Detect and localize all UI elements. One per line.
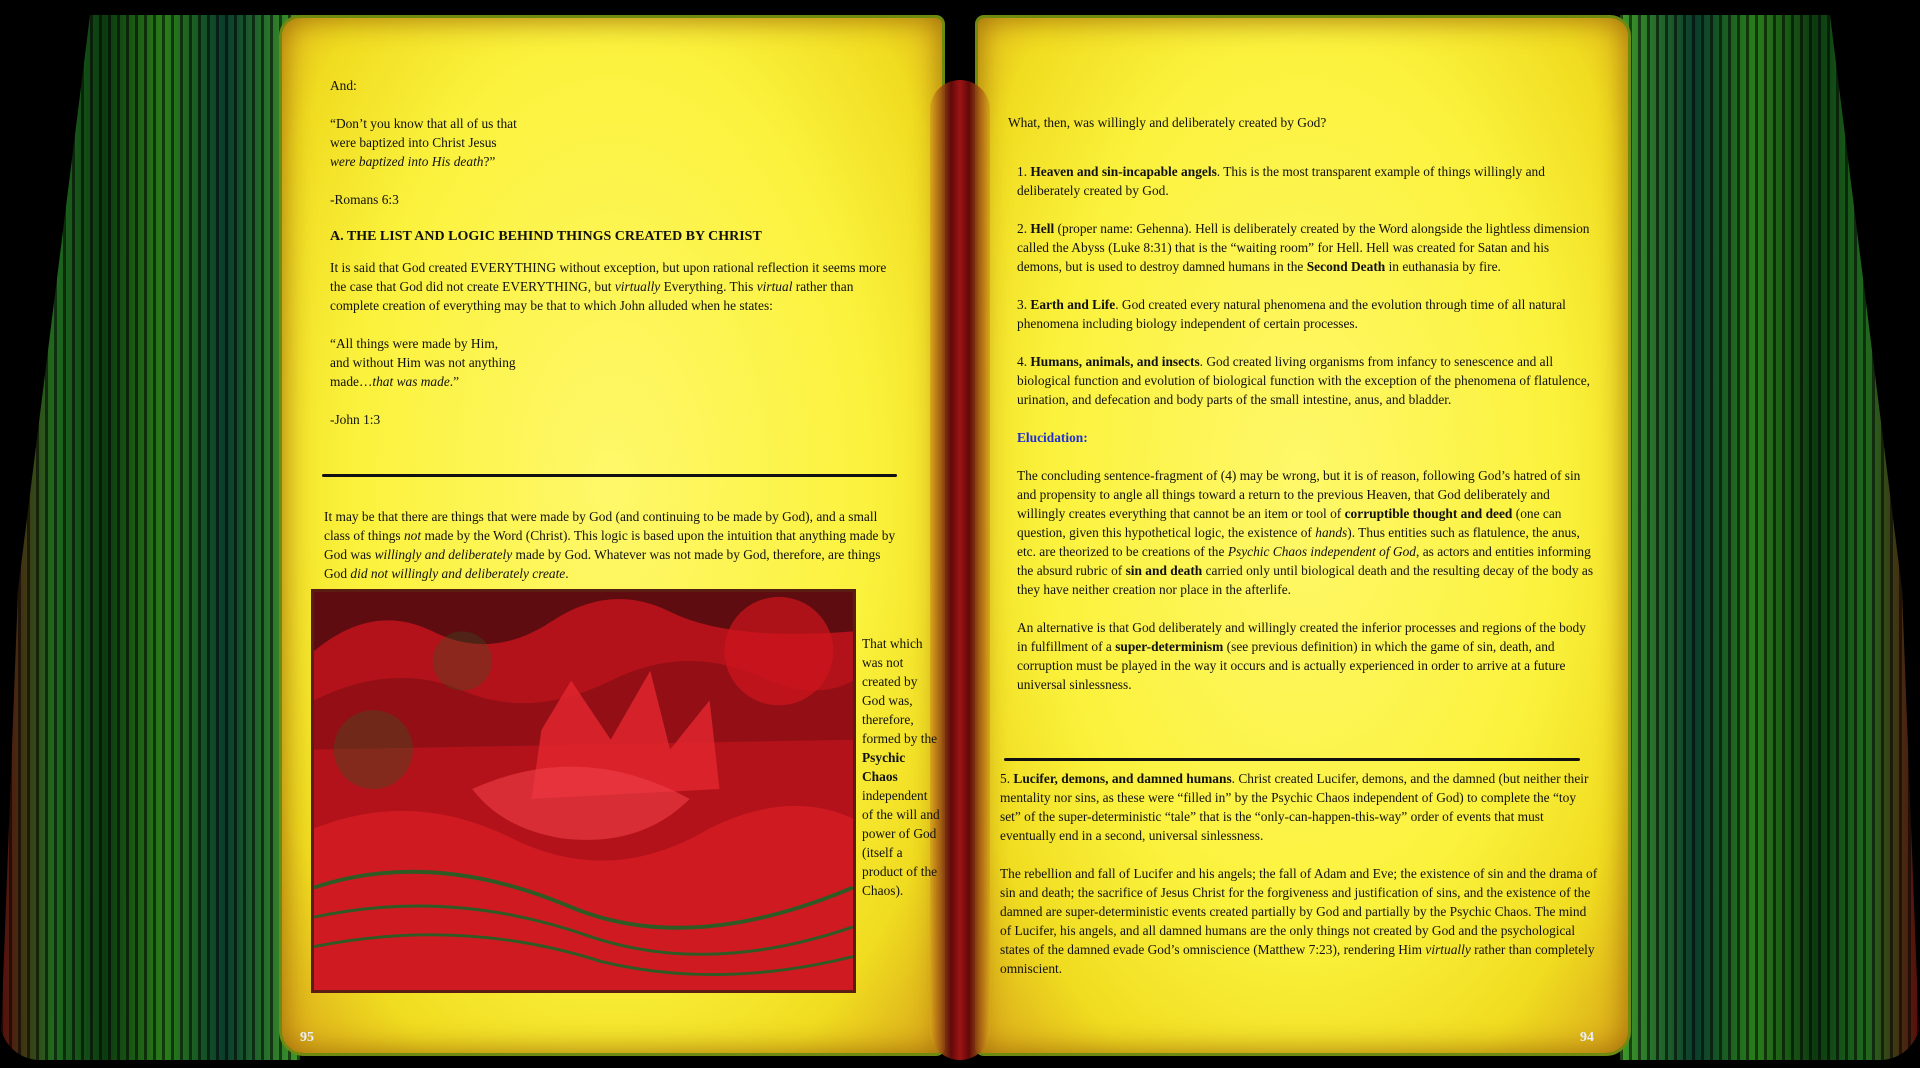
chaos-illustration [311, 589, 856, 993]
book-edge-right [1620, 15, 1920, 1060]
right-page-lower [1000, 769, 1598, 978]
right-page-list [1017, 162, 1597, 694]
final-paragraph: The rebellion and fall of Lucifer and his angels; the fall of Adam and Eve; the existence of sin and the drama of sin and death; the sacrifice of Jesus Christ for the forgiveness and justification of sins, and the existence of the damned are super-deterministic events created partially by God and partially by the Psychic Chaos. The mind of Lucifer, his angels, and all damned humans are the only things not created by God and the psychological states of the damned evade God’s omniscience (Matthew 7:23), rendering Him virtually rather than completely omniscient. [1000, 866, 1598, 976]
list-item-1: 1. Heaven and sin-incapable angels. This is the most transparent example of things willingly and deliberately created by God. [1017, 164, 1545, 198]
page-number-right: 94 [1580, 1030, 1594, 1045]
list-item-2: 2. Hell (proper name: Gehenna). Hell is deliberately created by the Word alongside the lightless dimension called the Abyss (Luke 8:31) that is the “waiting room” for Hell. Hell was created for Satan and his demons, but is used to destroy damned humans in the Second Death in euthanasia by fire. [1017, 221, 1590, 274]
list-item-5: 5. Lucifer, demons, and damned humans. Christ created Lucifer, demons, and the damned (but neither their mentality nor sins, as these were “filled in” by the Psychic Chaos independent of God) to complete the “toy set” of the super-deterministic “tale” that is the “only-can-happen-this-way” order of events that must eventually end in a second, universal sinlessness. [1000, 771, 1589, 843]
left-page-text [330, 76, 900, 429]
paragraph-virtual-creation: It is said that God created EVERYTHING without exception, but upon rational reflection it seems more the case that God did not create EVERYTHING, but virtually Everything. This virtual rather than complete creation of everything may be that to which John alluded when he states: [330, 260, 887, 313]
question-text: What, then, was willingly and deliberately created by God? [1008, 115, 1327, 130]
book-gutter [930, 80, 990, 1060]
page-number-left: 95 [300, 1030, 314, 1045]
chaos-illustration-art [314, 592, 853, 990]
list-item-3: 3. Earth and Life. God created every natural phenomena and the evolution through time of all natural phenomena including biology independent of certain processes. [1017, 297, 1566, 331]
quote-john-citation: -John 1:3 [330, 412, 381, 427]
intro-text: And: [330, 78, 357, 93]
section-divider-left [322, 474, 897, 477]
section-heading: A. THE LIST AND LOGIC BEHIND THINGS CREATED BY CHRIST [330, 229, 762, 244]
paragraph-made-by-god: It may be that there are things that were made by God (and continuing to be made by God), and a small class of things not made by the Word (Christ). This logic is based upon the intuition that anything made by God was willingly and deliberately made by God. Whatever was not made by God, therefore, are things God did not willingly and deliberately create. [324, 509, 896, 581]
quote-romans-line2: were baptized into Christ Jesus [330, 135, 497, 150]
list-item-4: 4. Humans, animals, and insects. God created living organisms from infancy to senescence and all biological function and evolution of biological function with the exception of the phenomena of flatulence, urination, and defecation and body parts of the small intestine, anus, and bladder. [1017, 354, 1591, 407]
quote-john-line3: made…that was made.” [330, 374, 460, 389]
elucidation-paragraph: The concluding sentence-fragment of (4) may be wrong, but it is of reason, following God’s hatred of sin and propensity to angle all things toward a return to the previous Heaven, that God deliberately and willingly creates everything that cannot be an item or tool of corruptible thought and deed (one can question, given this hypothetical logic, the existence of hands). Thus entities such as flatulence, the anus, etc. are theorized to be creations of the Psychic Chaos independent of God, as actors and entities informing the absurd rubric of sin and death carried only until biological death and the resulting decay of the body as they have neither creation nor place in the afterlife. [1017, 468, 1594, 597]
section-divider-right [1004, 758, 1580, 761]
elucidation-heading: Elucidation: [1017, 430, 1088, 445]
quote-john-line1: “All things were made by Him, [330, 336, 499, 351]
book-edge-left [0, 15, 300, 1060]
quote-romans-citation: -Romans 6:3 [330, 192, 399, 207]
quote-john-line2: and without Him was not anything [330, 355, 516, 370]
quote-romans-line3: were baptized into His death?” [330, 154, 496, 169]
quote-romans-line1: “Don’t you know that all of us that [330, 116, 517, 131]
side-caption: That which was not created by God was, therefore, formed by the Psychic Chaos independent of the will and power of God (itself a product of the Chaos). [862, 636, 940, 898]
alternative-paragraph: An alternative is that God deliberately and willingly created the inferior processes and regions of the body in fulfillment of a super-determinism (see previous definition) in which the game of sin, death, and corruption must be played in the way it occurs and is actually experienced in order to arrive at a future universal sinlessness. [1017, 620, 1586, 692]
